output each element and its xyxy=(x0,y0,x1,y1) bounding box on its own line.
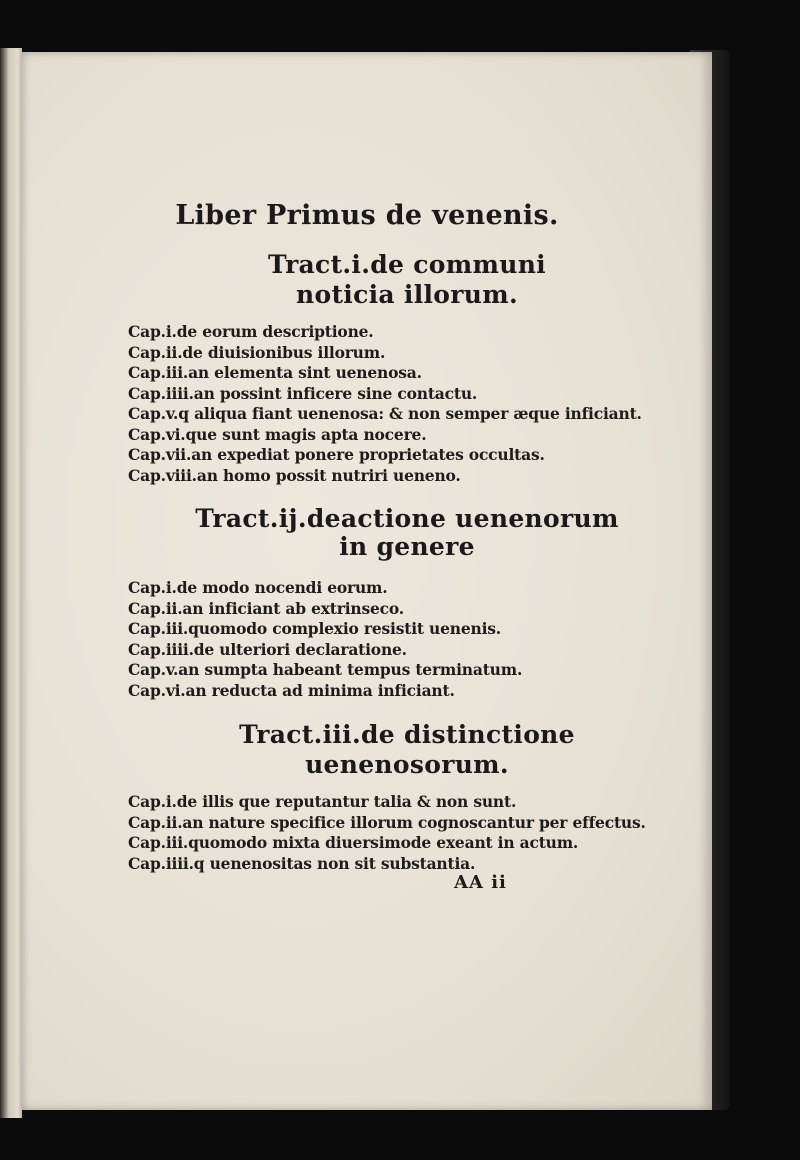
chapter-entry: Cap.iiii.q uenenositas non sit substantia. xyxy=(128,853,476,873)
chapter-entry: Cap.v.an sumpta habeant tempus terminatum. xyxy=(128,660,523,679)
tract-1-chapter-list xyxy=(128,322,642,486)
chapter-entry: Cap.iii.quomodo complexio resistit uenenis. xyxy=(128,619,501,638)
book-title: Liber Primus de venenis. xyxy=(175,200,559,231)
tract-2-heading-cont: in genere xyxy=(339,532,475,561)
chapter-entry: Cap.i.de illis que reputantur talia & non sunt. xyxy=(128,792,517,811)
chapter-entry: Cap.vii.an expediat ponere proprietates occultas. xyxy=(128,445,545,464)
chapter-entry: Cap.vi.an reducta ad minima inficiant. xyxy=(128,680,455,700)
chapter-entry: Cap.ii.an inficiant ab extrinseco. xyxy=(128,598,404,618)
chapter-entry: Cap.ii.an nature specifice illorum cognoscantur per effectus. xyxy=(128,812,646,832)
tract-2-chapter-list xyxy=(128,578,522,701)
tract-1-heading-cont: noticia illorum. xyxy=(296,280,518,309)
tract-2-heading: Tract.ij.deactione uenenorum xyxy=(195,504,619,533)
chapter-entry: Cap.iiii.de ulteriori declaratione. xyxy=(128,639,407,659)
chapter-entry: Cap.i.de modo nocendi eorum. xyxy=(128,578,388,597)
tract-1-heading: Tract.i.de communi xyxy=(268,250,546,279)
tract-3-heading-cont: uenenosorum. xyxy=(305,750,509,779)
chapter-entry: Cap.iii.quomodo mixta diuersimode exeant in actum. xyxy=(128,833,579,852)
chapter-entry: Cap.vi.que sunt magis apta nocere. xyxy=(128,424,427,444)
book-page xyxy=(22,52,712,1110)
chapter-entry: Cap.v.q aliqua fiant uenenosa: & non semper æque inficiant. xyxy=(128,404,642,423)
chapter-entry: Cap.i.de eorum descriptione. xyxy=(128,322,374,341)
left-page-edge xyxy=(0,48,22,1118)
signature-mark: AA ii xyxy=(454,872,507,893)
chapter-entry: Cap.iii.an elementa sint uenenosa. xyxy=(128,363,422,382)
tract-3-chapter-list xyxy=(128,792,646,874)
tract-3-heading: Tract.iii.de distinctione xyxy=(239,720,575,749)
chapter-entry: Cap.ii.de diuisionibus illorum. xyxy=(128,342,386,362)
chapter-entry: Cap.iiii.an possint inficere sine contactu. xyxy=(128,383,478,403)
chapter-entry: Cap.viii.an homo possit nutriri ueneno. xyxy=(128,465,461,485)
